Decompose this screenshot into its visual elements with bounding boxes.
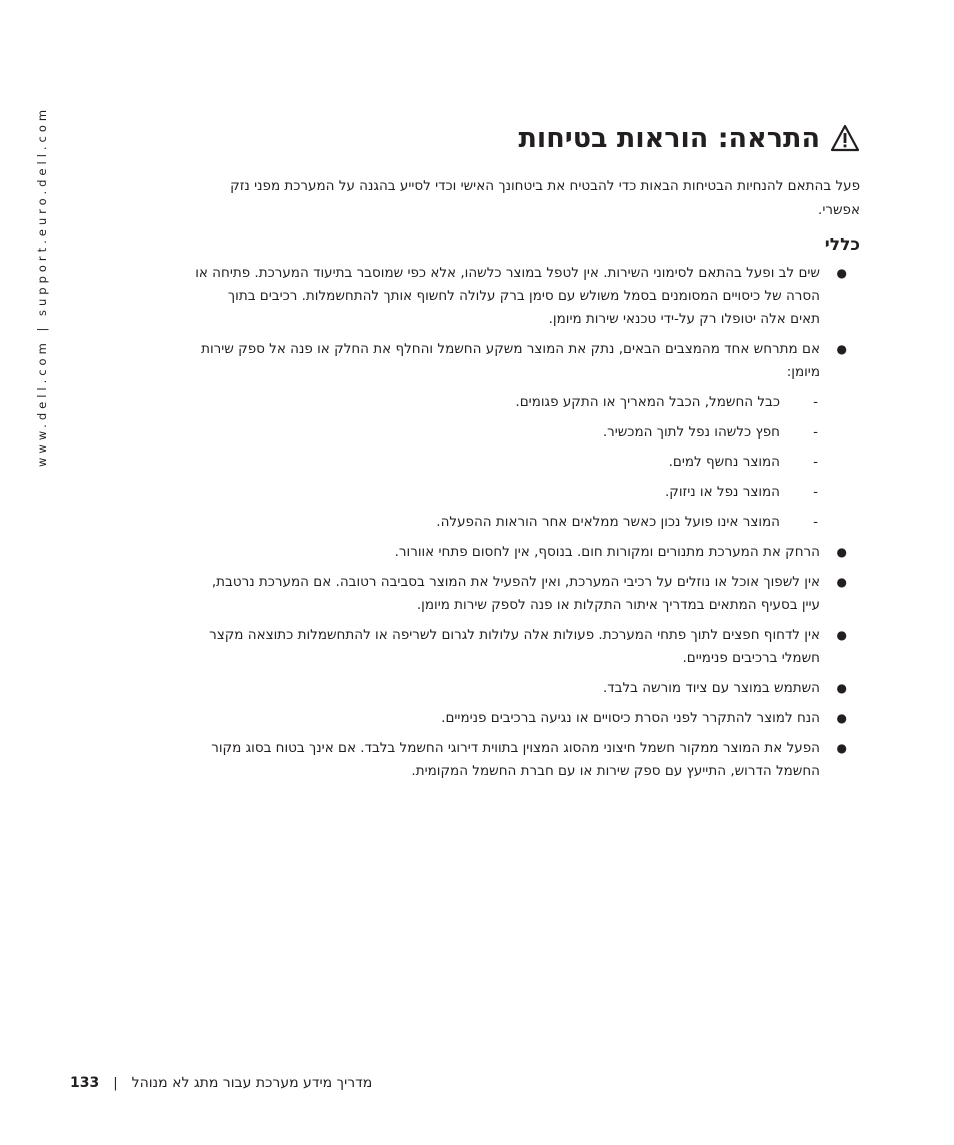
page-heading <box>195 120 860 156</box>
list-item: ● הנח למוצר להתקרר לפני הסרת כיסויים או נגיעה ברכיבים פנימיים. <box>195 707 860 730</box>
list-item: ● הרחק את המערכת מתנורים ומקורות חום. בנוסף, אין לחסום פתחי אוורור. <box>195 541 860 564</box>
heading-text: התראה: הוראות בטיחות <box>518 122 820 154</box>
bullet-icon: ● <box>836 711 847 725</box>
condition-sublist <box>195 391 820 534</box>
warning-triangle-icon <box>830 124 860 152</box>
sublist-item: - המוצר נפל או ניזוק. <box>195 481 820 504</box>
sublist-item: - המוצר נחשף למים. <box>195 451 820 474</box>
sublist-item: - חפץ כלשהו נפל לתוך המכשיר. <box>195 421 820 444</box>
page-footer <box>70 1075 372 1091</box>
bullet-icon: ● <box>836 628 847 642</box>
safety-list <box>195 262 860 783</box>
dash-icon: - <box>813 394 818 410</box>
list-item: ● אין לשפוך אוכל או נוזלים על רכיבי המערכת, ואין להפעיל את המוצר בסביבה רטובה. אם המערכת נרטבת, עיין בסעיף המתאים במדריך איתור התקלות או פנה לספק שירות מיומן. <box>195 571 860 617</box>
sublist-item: - כבל החשמל, הכבל המאריך או התקע פגומים. <box>195 391 820 414</box>
dash-icon: - <box>813 514 818 530</box>
dash-icon: - <box>813 424 818 440</box>
list-item: ● השתמש במוצר עם ציוד מורשה בלבד. <box>195 677 860 700</box>
dash-icon: - <box>813 454 818 470</box>
list-item: ● אם מתרחש אחד מהמצבים הבאים, נתק את המוצר משקע החשמל והחלף את החלק או פנה אל ספק שירות מיומן: - כבל החשמל, הכבל המאריך או התקע פגומים. - חפץ כלשהו נפל לתוך המכשיר. - המוצר נחשף למים. - המוצר נפל או ניזוק. - המוצר אינו פועל נכון כאשר ממלאים אחר הוראות ההפעלה. <box>195 338 860 534</box>
bullet-icon: ● <box>836 575 847 589</box>
list-item: ● אין לדחוף חפצים לתוך פתחי המערכת. פעולות אלה עלולות לגרום לשריפה או להתחשמלות כתוצאה מקצר חשמלי ברכיבים פנימיים. <box>195 624 860 670</box>
list-item: ● הפעל את המוצר ממקור חשמל חיצוני מהסוג המצוין בתווית דירוגי החשמל בלבד. אם אינך בטוח בסוג מקור החשמל הדרוש, התייעץ עם ספק שירות או עם חברת החשמל המקומית. <box>195 737 860 783</box>
main-content <box>195 120 860 790</box>
bullet-icon: ● <box>836 266 847 280</box>
dash-icon: - <box>813 484 818 500</box>
page-number: 133 <box>70 1075 100 1091</box>
footer-separator: | <box>113 1075 118 1091</box>
footer-title: מדריך מידע מערכת עבור מתג לא מנוהל <box>131 1075 373 1091</box>
side-url: www.dell.com | support.euro.dell.com <box>35 105 49 467</box>
bullet-icon: ● <box>836 741 847 755</box>
section-title: כללי <box>824 235 860 255</box>
bullet-icon: ● <box>836 342 847 356</box>
bullet-icon: ● <box>836 681 847 695</box>
sublist-item: - המוצר אינו פועל נכון כאשר ממלאים אחר הוראות ההפעלה. <box>195 511 820 534</box>
list-item: ● שים לב ופעל בהתאם לסימוני השירות. אין לטפל במוצר כלשהו, אלא כפי שמוסבר בתיעוד המערכת. פתיחה או הסרה של כיסויים המסומנים בסמל משולש עם סימן ברק עלולה לחשוף אותך להתחשמלות. רכיבים בתוך תאים אלה יטופלו רק על-ידי טכנאי שירות מיומן. <box>195 262 860 331</box>
intro-paragraph: פעל בהתאם להנחיות הבטיחות הבאות כדי להבטיח את ביטחונך האישי וכדי לסייע בהגנה על המערכת מפני נזק אפשרי. <box>230 178 860 218</box>
bullet-icon: ● <box>836 545 847 559</box>
